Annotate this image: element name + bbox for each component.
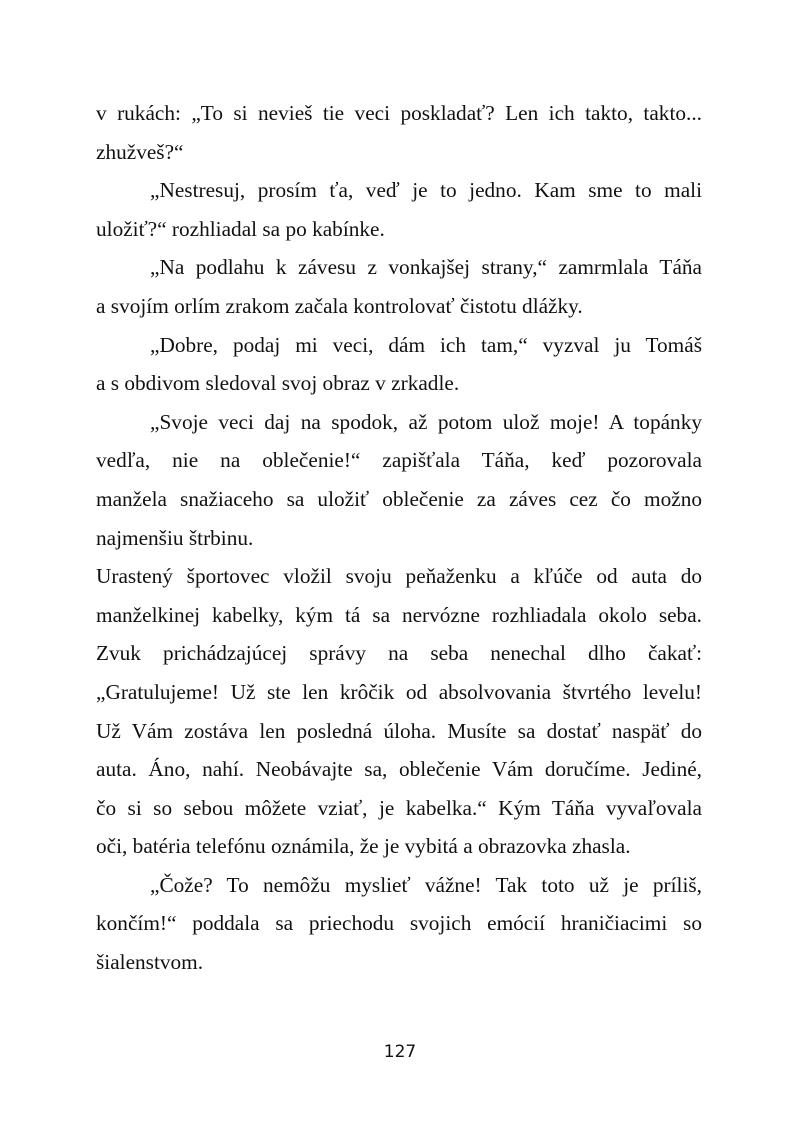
text-line: šialenstvom. [96,950,204,975]
text-line: „Svoje veci daj na spodok, až potom ulož moje! A topánky [150,409,702,434]
text-line: vedľa, nie na oblečenie!“ zapišťala Táňa, keď pozorovala [96,448,702,473]
text-line: Zvuk prichádzajúcej správy na seba nenechal dlho čakať: [96,641,702,666]
text-line: a s obdivom sledoval svoj obraz v zrkadle. [96,371,460,396]
text-line: auta. Áno, nahí. Neobávajte sa, oblečenie Vám doručíme. Jediné, [96,757,702,782]
text-line: manžela snažiaceho sa uložiť oblečenie za záves cez čo možno [96,486,702,511]
text-line: a svojím orlím zrakom začala kontrolovať čistotu dlážky. [96,293,583,318]
body-text [96,96,702,984]
text-line: „Na podlahu k závesu z vonkajšej strany,“ zamrmlala Táňa [150,255,702,280]
text-line: najmenšiu štrbinu. [96,525,254,550]
text-line: v rukách: „To si nevieš tie veci poskladať? Len ich takto, takto... [96,101,702,125]
page-number: 127 [383,1042,417,1062]
text-line: manželkinej kabelky, kým tá sa nervózne rozhliadala okolo seba. [96,602,702,627]
text-line: „Nestresuj, prosím ťa, veď je to jedno. Kam sme to mali [150,178,702,203]
text-line: čo si so sebou môžete vziať, je kabelka.“ Kým Táňa vyvaľovala [96,795,702,820]
text-line: „Gratulujeme! Už ste len krôčik od absolvovania štvrtého levelu! [96,679,702,704]
text-line: „Dobre, podaj mi veci, dám ich tam,“ vyzval ju Tomáš [150,332,702,357]
text-line: Už Vám zostáva len posledná úloha. Musíte sa dostať naspäť do [96,718,702,743]
text-line: končím!“ poddala sa priechodu svojich emócií hraničiacimi so [96,911,702,936]
text-line: Urastený športovec vložil svoju peňaženku a kľúče od auta do [96,564,702,589]
text-line: uložiť?“ rozhliadal sa po kabínke. [96,216,385,241]
text-line: zhužveš?“ [96,139,184,164]
text-line: „Čože? To nemôžu myslieť vážne! Tak toto už je príliš, [150,872,702,897]
text-line: oči, batéria telefónu oznámila, že je vybitá a obrazovka zhasla. [96,834,631,859]
